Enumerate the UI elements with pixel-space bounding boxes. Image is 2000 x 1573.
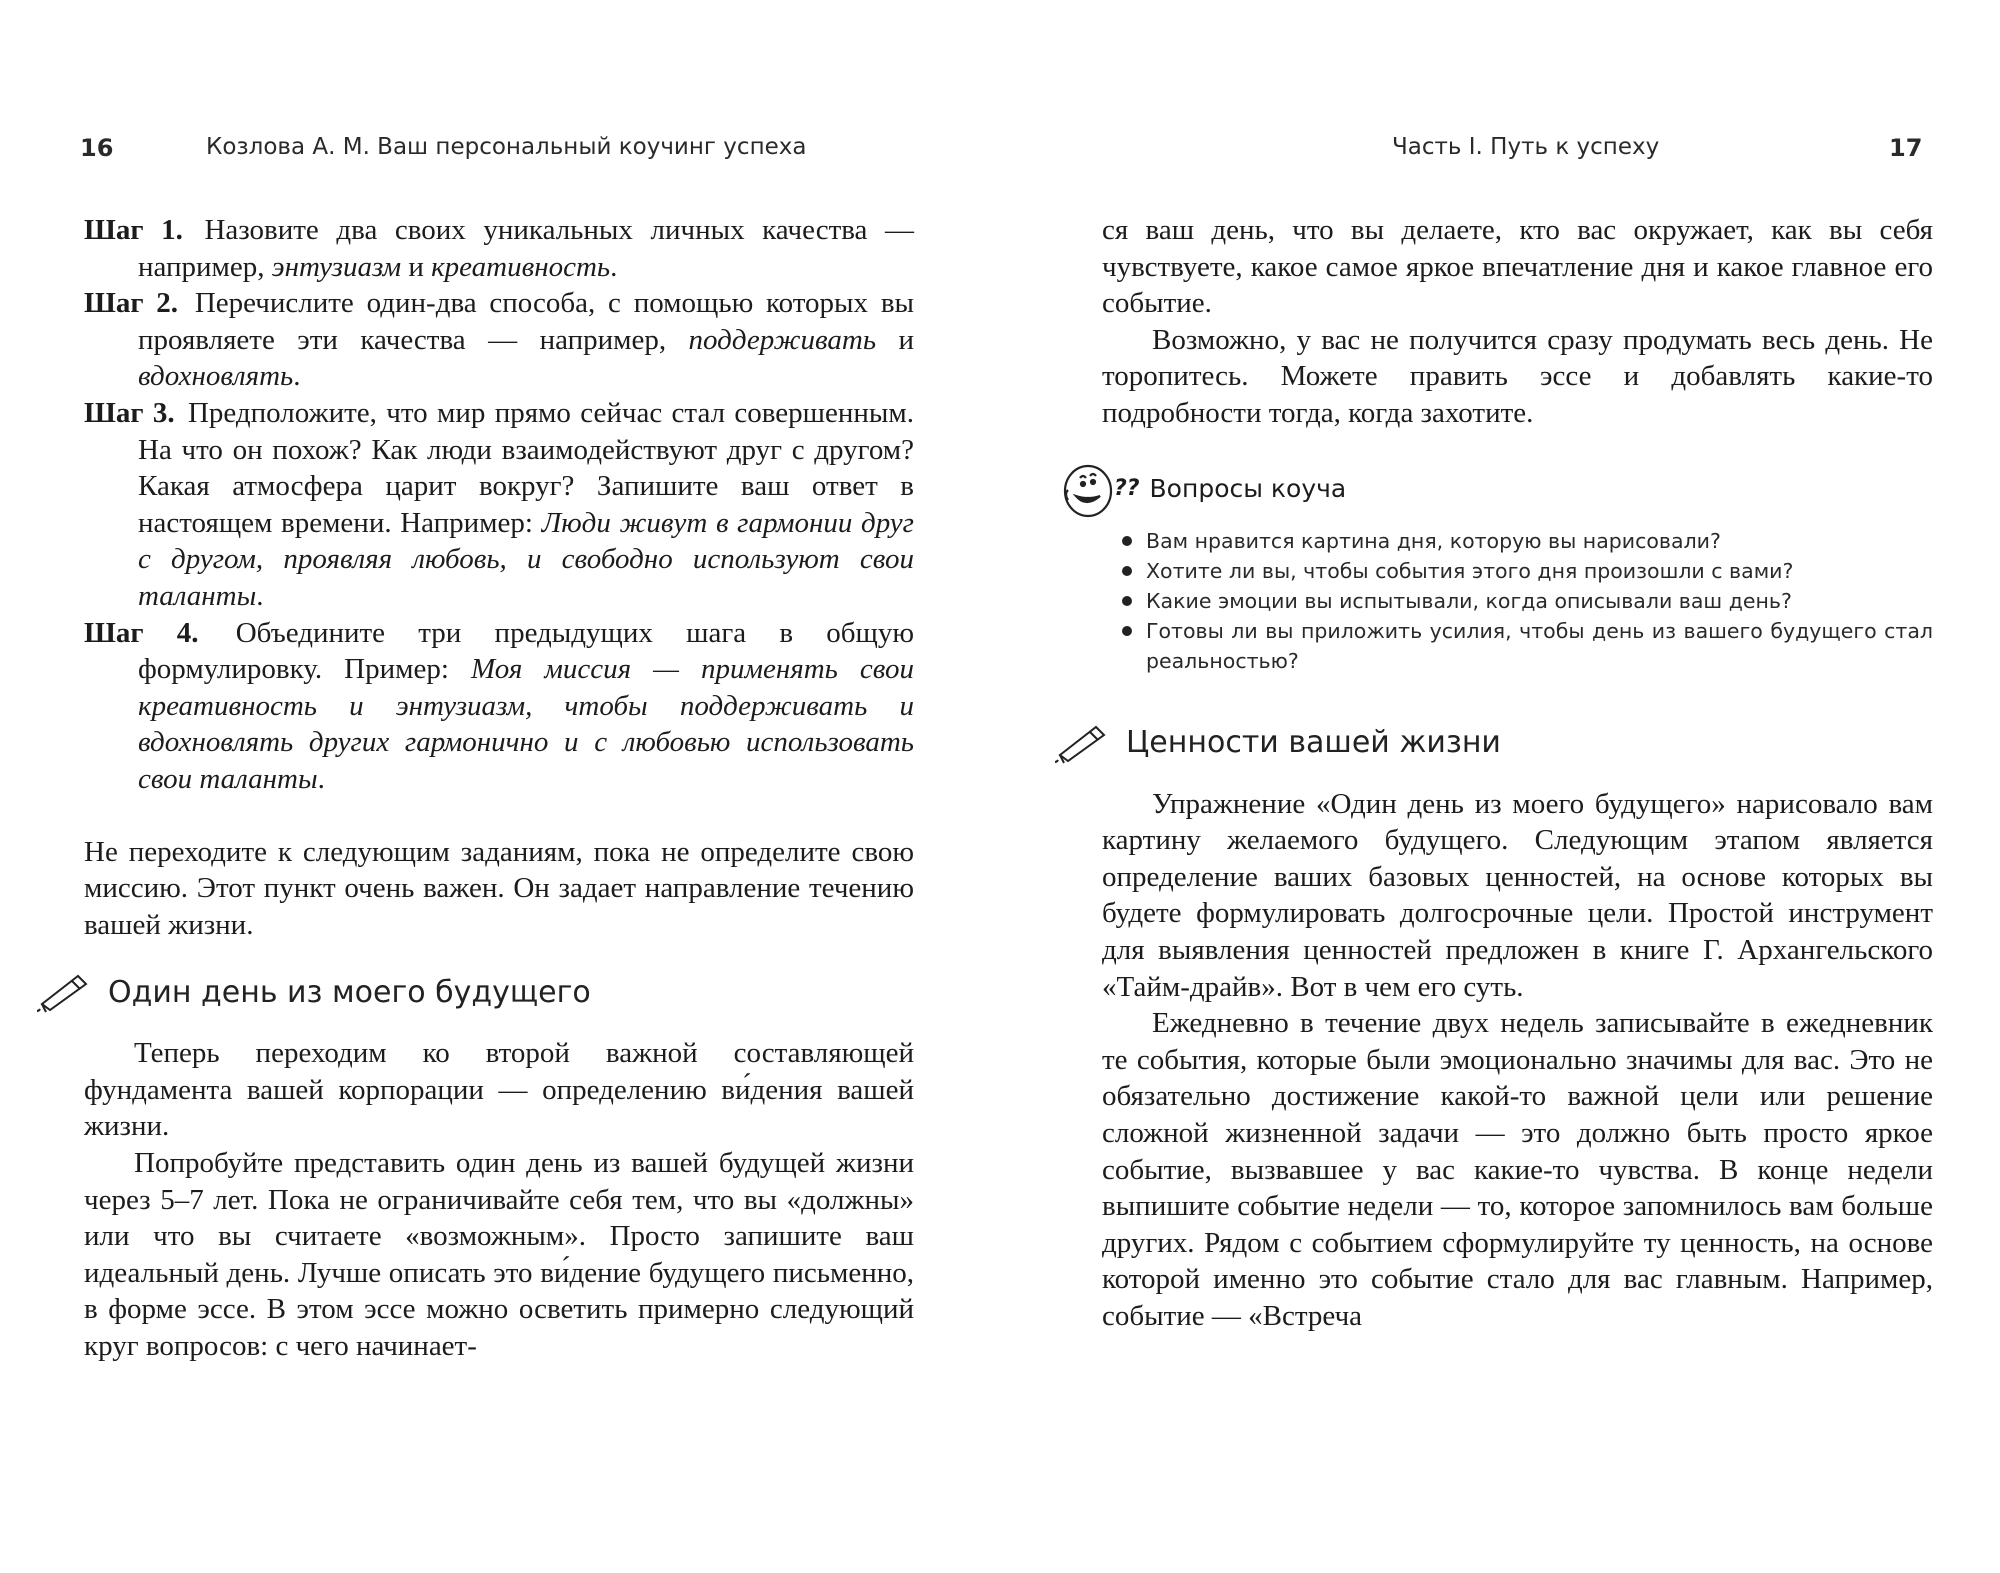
- list-item: Какие эмоции вы испытывали, когда описывали ваш день?: [1120, 586, 1933, 616]
- left-column: [84, 212, 914, 1365]
- coach-questions-box: [1060, 460, 1933, 676]
- list-item: Вам нравится картина дня, которую вы нарисовали?: [1120, 526, 1933, 556]
- pencil-icon: [36, 973, 90, 1013]
- list-item: Готовы ли вы приложить усилия, чтобы день из вашего будущего стал реальностью?: [1120, 616, 1933, 676]
- questions-list: [1120, 526, 1933, 676]
- coach-title: Вопросы коуча: [1149, 474, 1347, 504]
- right-page: [1000, 0, 2000, 1573]
- running-title: Часть I. Путь к успеху: [1392, 134, 1660, 160]
- step-4: Шаг 4. Объедините три предыдущих шага в общую формулировку. Пример: Моя миссия — применять свои креативность и энтузиазм, чтобы поддерживать и вдохновлять других гармонично и с любовью использовать свои таланты.: [84, 616, 914, 795]
- step-3: Шаг 3. Предположите, что мир прямо сейчас стал совершенным. На что он похож? Как люди взаимодействуют друг с другом? Какая атмосфера царит вокруг? Запишите ваш ответ в настоящем времени. Например: Люди живут в гармонии друг с другом, проявляя любовь, и свободно используют свои таланты.: [84, 396, 915, 612]
- thinking-face-icon: [1060, 460, 1120, 520]
- paragraph: Теперь переходим ко второй важной составляющей фундамента вашей корпорации — определению ви́дения вашей жизни.: [84, 1037, 914, 1143]
- section-heading: [1054, 724, 1933, 764]
- mission-note: Не переходите к следующим заданиям, пока не определите свою миссию. Этот пункт очень важен. Он задает направление течению вашей жизни.: [84, 835, 914, 941]
- page-number: 16: [80, 134, 114, 162]
- pencil-icon: [1054, 724, 1108, 764]
- section-title: Ценности вашей жизни: [1126, 725, 1501, 761]
- question-marks: ??: [1114, 476, 1140, 502]
- list-item: Хотите ли вы, чтобы события этого дня произошли с вами?: [1120, 556, 1933, 586]
- running-title: Козлова А. М. Ваш персональный коучинг успеха: [206, 134, 807, 160]
- paragraph: Ежедневно в течение двух недель записывайте в ежедневник те события, которые были эмоционально значимы для вас. Это не обязательно достижение какой-то важной цели или решение сложной жизненной задачи — это должно быть просто яркое событие, вызвавшее у вас какие-то чувства. В конце недели выпишите событие недели — то, которое запомнилось вам больше других. Рядом с событием сформулируйте ту ценность, на основе которой именно это событие стало для вас главным. Например, событие — «Встреча: [1102, 1007, 1933, 1332]
- steps-list: [84, 212, 914, 798]
- paragraph: Попробуйте представить один день из вашей будущей жизни через 5–7 лет. Пока не ограничивайте себя тем, что вы «должны» или что вы считаете «возможным». Просто запишите ваш идеальный день. Лучше описать это ви́дение будущего письменно, в форме эссе. В этом эссе можно осветить примерно следующий круг вопросов: с чего начинает-: [84, 1147, 914, 1363]
- right-column: [1102, 212, 1933, 1334]
- paragraph: Упражнение «Один день из моего будущего» нарисовало вам картину желаемого будущего. Следующим этапом является определение ваших базовых ценностей, на основе которых вы будете формулировать долгосрочные цели. Простой инструмент для выявления ценностей предложен в книге Г. Архангельского «Тайм-драйв». Вот в чем его суть.: [1102, 787, 1933, 1003]
- step-2: Шаг 2. Перечислите один-два способа, с помощью которых вы проявляете эти качества — например, поддерживать и вдохновлять.: [84, 287, 914, 393]
- paragraph: ся ваш день, что вы делаете, кто вас окружает, как вы себя чувствуете, какое самое яркое впечатление дня и какое главное его событие.: [1102, 214, 1933, 320]
- section-heading: [36, 973, 914, 1013]
- page-number: 17: [1889, 134, 1923, 162]
- paragraph: Возможно, у вас не получится сразу продумать весь день. Не торопитесь. Можете править эссе и добавлять какие-то подробности тогда, когда захотите.: [1102, 323, 1933, 429]
- section-title: Один день из моего будущего: [108, 974, 591, 1010]
- step-1: Шаг 1. Назовите два своих уникальных личных качества — например, энтузиазм и креативность.: [84, 214, 915, 283]
